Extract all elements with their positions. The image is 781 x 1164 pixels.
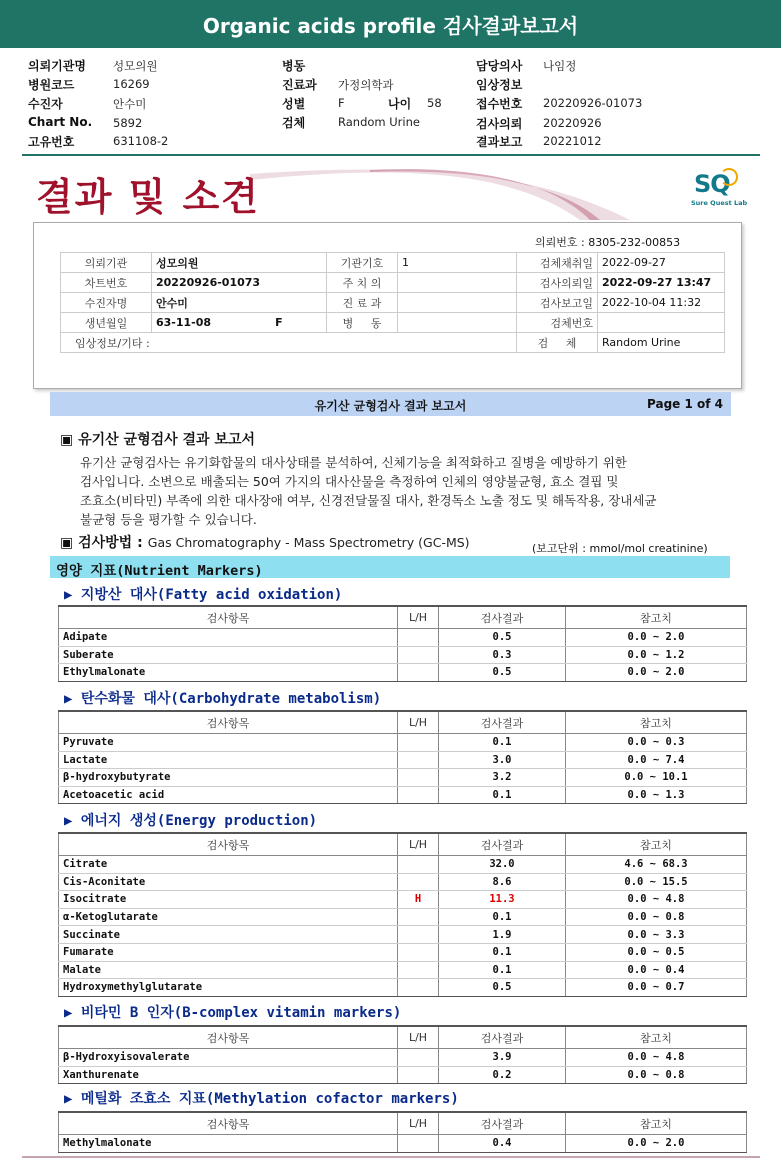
item-flag <box>398 908 439 926</box>
item-flag <box>398 664 439 682</box>
item-name: Citrate <box>59 856 398 874</box>
item-ref: 0.0 ~ 0.8 <box>566 1066 747 1084</box>
header-item: 검사항목 <box>59 833 398 856</box>
item-value: 1.9 <box>439 926 566 944</box>
table-row <box>59 873 747 891</box>
header-value: 16269 <box>113 77 150 91</box>
header-value: 성모의원 <box>113 59 158 73</box>
table-header-row <box>59 1026 747 1049</box>
header-field: 나이 <box>388 97 412 111</box>
table-row <box>59 769 747 787</box>
logo-orbit-icon <box>720 168 738 186</box>
item-flag <box>398 769 439 787</box>
item-value: 8.6 <box>439 873 566 891</box>
info-value: Random Urine <box>598 333 725 353</box>
header-lh: L/H <box>398 1112 439 1135</box>
clinical-info-label: 임상정보/기타 : <box>61 333 517 353</box>
info-value <box>152 313 327 333</box>
request-number: 의뢰번호 : 8305-232-00853 <box>535 236 681 249</box>
category-title: ▶ 에너지 생성(Energy production) <box>64 813 318 829</box>
section-heading: ▣ 유기산 균형검사 결과 보고서 <box>60 432 256 448</box>
birth-date: 63-11-08 <box>156 316 212 329</box>
item-value: 0.2 <box>439 1066 566 1084</box>
item-flag-high: H <box>398 891 439 909</box>
results-table <box>58 605 747 682</box>
header-lh: L/H <box>398 711 439 734</box>
header-ref: 참고치 <box>566 1112 747 1135</box>
table-header-row <box>59 711 747 734</box>
header-item: 검사항목 <box>59 1026 398 1049</box>
table-row <box>59 961 747 979</box>
item-ref: 4.6 ~ 68.3 <box>566 856 747 874</box>
item-flag <box>398 786 439 804</box>
info-value: 1 <box>398 253 517 273</box>
header-value: 20221012 <box>543 134 602 148</box>
header-value: 안수미 <box>113 97 147 111</box>
patient-info-table <box>60 252 725 353</box>
item-flag <box>398 873 439 891</box>
header-field: 담당의사 <box>476 59 523 73</box>
item-flag <box>398 979 439 997</box>
method-value: Gas Chromatography - Mass Spectrometry (GC-MS) <box>147 535 470 550</box>
header-field: 의뢰기관명 <box>28 59 86 73</box>
item-value: 0.5 <box>439 629 566 647</box>
report-bar-title: 유기산 균형검사 결과 보고서 <box>314 399 467 413</box>
info-label: 수진자명 <box>61 293 152 313</box>
info-label: 기관기호 <box>327 253 398 273</box>
header-lh: L/H <box>398 833 439 856</box>
header-ref: 참고치 <box>566 711 747 734</box>
item-name: α-Ketoglutarate <box>59 908 398 926</box>
item-ref: 0.0 ~ 0.3 <box>566 734 747 752</box>
item-ref: 0.0 ~ 0.4 <box>566 961 747 979</box>
description-paragraph <box>80 453 730 529</box>
item-name: Pyruvate <box>59 734 398 752</box>
item-value: 32.0 <box>439 856 566 874</box>
info-label: 검체채취일 <box>517 253 598 273</box>
header-field: 임상정보 <box>476 78 523 92</box>
table-row <box>59 786 747 804</box>
item-value-high: 11.3 <box>439 891 566 909</box>
item-ref: 0.0 ~ 4.8 <box>566 891 747 909</box>
table-row <box>59 1135 747 1153</box>
item-flag <box>398 1135 439 1153</box>
table-row <box>59 751 747 769</box>
info-value <box>398 313 517 333</box>
header-ref: 참고치 <box>566 606 747 629</box>
info-label: 병 동 <box>327 313 398 333</box>
info-label: 검 체 <box>517 333 598 353</box>
item-flag <box>398 926 439 944</box>
header-result: 검사결과 <box>439 1112 566 1135</box>
header-field: 병동 <box>282 59 306 73</box>
item-ref: 0.0 ~ 0.8 <box>566 908 747 926</box>
header-field: Chart No. <box>28 115 93 129</box>
info-label: 차트번호 <box>61 273 152 293</box>
category-title: ▶ 비타민 B 인자(B-complex vitamin markers) <box>64 1005 402 1021</box>
header-result: 검사결과 <box>439 711 566 734</box>
item-name: Methylmalonate <box>59 1135 398 1153</box>
table-row <box>59 979 747 997</box>
info-label: 생년월일 <box>61 313 152 333</box>
item-flag <box>398 1049 439 1067</box>
info-row <box>61 293 725 313</box>
description-line: 유기산 균형검사는 유기화합물의 대사상태를 분석하여, 신체기능을 최적화하고 질병을 예방하기 위한 <box>80 455 627 470</box>
item-name: Malate <box>59 961 398 979</box>
category-title: ▶ 지방산 대사(Fatty acid oxidation) <box>64 587 343 603</box>
item-value: 0.5 <box>439 979 566 997</box>
item-ref: 0.0 ~ 0.7 <box>566 979 747 997</box>
results-table <box>58 832 747 997</box>
table-row <box>59 629 747 647</box>
item-value: 3.9 <box>439 1049 566 1067</box>
item-value: 3.2 <box>439 769 566 787</box>
item-name: Fumarate <box>59 943 398 961</box>
item-ref: 0.0 ~ 7.4 <box>566 751 747 769</box>
info-row <box>61 333 725 353</box>
info-value <box>398 293 517 313</box>
info-value: 2022-09-27 <box>598 253 725 273</box>
item-flag <box>398 1066 439 1084</box>
info-value: 성모의원 <box>152 253 327 273</box>
table-row <box>59 734 747 752</box>
header-value: 가정의학과 <box>338 78 394 92</box>
item-ref: 0.0 ~ 2.0 <box>566 629 747 647</box>
item-ref: 0.0 ~ 2.0 <box>566 664 747 682</box>
header-item: 검사항목 <box>59 606 398 629</box>
page-indicator: Page 1 of 4 <box>647 397 723 411</box>
header-lh: L/H <box>398 606 439 629</box>
table-row <box>59 646 747 664</box>
item-name: Isocitrate <box>59 891 398 909</box>
item-value: 0.1 <box>439 961 566 979</box>
info-row <box>61 313 725 333</box>
item-ref: 0.0 ~ 2.0 <box>566 1135 747 1153</box>
header-field: 진료과 <box>282 78 317 92</box>
item-ref: 0.0 ~ 10.1 <box>566 769 747 787</box>
table-row <box>59 908 747 926</box>
table-row <box>59 856 747 874</box>
table-row <box>59 891 747 909</box>
info-label: 검사의뢰일 <box>517 273 598 293</box>
header-field: 결과보고 <box>476 135 523 149</box>
header-ref: 참고치 <box>566 1026 747 1049</box>
item-name: β-hydroxybutyrate <box>59 769 398 787</box>
header-field: 접수번호 <box>476 97 523 111</box>
description-line: 조효소(비타민) 부족에 의한 대사장애 여부, 신경전달물질 대사, 환경독소 노출 정도 및 해독작용, 장내세균 <box>80 493 657 508</box>
item-name: Lactate <box>59 751 398 769</box>
item-flag <box>398 629 439 647</box>
header-lh: L/H <box>398 1026 439 1049</box>
logo-mark: SQ <box>694 170 730 198</box>
results-title: 결과 및 소견 <box>36 174 260 219</box>
table-row <box>59 943 747 961</box>
table-row <box>59 1066 747 1084</box>
header-value: F <box>338 96 345 110</box>
table-header-row <box>59 606 747 629</box>
item-flag <box>398 751 439 769</box>
results-table <box>58 1025 747 1084</box>
item-value: 0.1 <box>439 786 566 804</box>
results-table <box>58 710 747 804</box>
item-value: 0.5 <box>439 664 566 682</box>
info-label: 진 료 과 <box>327 293 398 313</box>
item-name: Xanthurenate <box>59 1066 398 1084</box>
header-field: 고유번호 <box>28 135 75 149</box>
info-row <box>61 273 725 293</box>
sure-quest-logo <box>690 170 750 210</box>
item-ref: 0.0 ~ 3.3 <box>566 926 747 944</box>
category-title: ▶ 메틸화 조효소 지표(Methylation cofactor markers) <box>64 1091 459 1107</box>
item-flag <box>398 943 439 961</box>
report-title-bar <box>50 392 731 416</box>
item-name: Suberate <box>59 646 398 664</box>
footer-divider <box>22 1156 760 1158</box>
table-row <box>59 1049 747 1067</box>
header-result: 검사결과 <box>439 1026 566 1049</box>
info-label: 검체번호 <box>517 313 598 333</box>
table-row <box>59 664 747 682</box>
item-flag <box>398 961 439 979</box>
info-value <box>598 313 725 333</box>
report-title: Organic acids profile 검사결과보고서 <box>0 0 781 48</box>
category-title: ▶ 탄수화물 대사(Carbohydrate metabolism) <box>64 691 382 707</box>
item-ref: 0.0 ~ 1.2 <box>566 646 747 664</box>
item-flag <box>398 856 439 874</box>
table-row <box>59 926 747 944</box>
header-value: 5892 <box>113 116 143 130</box>
header-value: 631108-2 <box>113 134 169 148</box>
header-value: 58 <box>427 96 442 110</box>
item-ref: 0.0 ~ 1.3 <box>566 786 747 804</box>
header-item: 검사항목 <box>59 1112 398 1135</box>
header-result: 검사결과 <box>439 833 566 856</box>
header-result: 검사결과 <box>439 606 566 629</box>
item-value: 0.1 <box>439 943 566 961</box>
header-item: 검사항목 <box>59 711 398 734</box>
info-value <box>398 273 517 293</box>
item-name: Ethylmalonate <box>59 664 398 682</box>
item-flag <box>398 734 439 752</box>
method-line <box>60 532 470 552</box>
logo-name: Sure Quest Lab <box>691 199 748 207</box>
info-value: 20220926-01073 <box>152 273 327 293</box>
table-header-row <box>59 833 747 856</box>
description-line: 검사입니다. 소변으로 배출되는 50여 가지의 대사산물을 측정하여 인체의 영양불균형, 효소 결핍 및 <box>80 474 619 489</box>
info-value: 안수미 <box>152 293 327 313</box>
method-label: ▣ 검사방법 : <box>60 535 143 551</box>
item-name: Succinate <box>59 926 398 944</box>
header-value: 20220926 <box>543 116 602 130</box>
item-ref: 0.0 ~ 15.5 <box>566 873 747 891</box>
header-value: 20220926-01073 <box>543 96 643 110</box>
item-value: 0.1 <box>439 734 566 752</box>
divider <box>22 154 760 156</box>
header-field: 검사의뢰 <box>476 117 523 131</box>
unit-note: (보고단위 : mmol/mol creatinine) <box>532 542 708 555</box>
item-name: Hydroxymethylglutarate <box>59 979 398 997</box>
info-row <box>61 253 725 273</box>
info-value: 2022-10-04 11:32 <box>598 293 725 313</box>
item-value: 0.4 <box>439 1135 566 1153</box>
item-name: β-Hydroxyisovalerate <box>59 1049 398 1067</box>
header-value: Random Urine <box>338 115 420 129</box>
sex-value: F <box>275 316 283 329</box>
item-value: 0.3 <box>439 646 566 664</box>
header-field: 검체 <box>282 116 306 130</box>
nutrient-markers-bar <box>50 556 730 578</box>
info-value: 2022-09-27 13:47 <box>598 273 725 293</box>
header-value: 나임정 <box>543 59 577 73</box>
item-name: Adipate <box>59 629 398 647</box>
header-field: 병원코드 <box>28 78 75 92</box>
item-flag <box>398 646 439 664</box>
nutrient-title: 영양 지표(Nutrient Markers) <box>56 563 263 579</box>
item-name: Acetoacetic acid <box>59 786 398 804</box>
item-value: 3.0 <box>439 751 566 769</box>
item-ref: 0.0 ~ 0.5 <box>566 943 747 961</box>
description-line: 불균형 등을 평가할 수 있습니다. <box>80 512 257 527</box>
header-field: 성별 <box>282 97 306 111</box>
info-label: 의뢰기관 <box>61 253 152 273</box>
item-name: Cis-Aconitate <box>59 873 398 891</box>
info-label: 주 치 의 <box>327 273 398 293</box>
info-label: 검사보고일 <box>517 293 598 313</box>
header-ref: 참고치 <box>566 833 747 856</box>
item-value: 0.1 <box>439 908 566 926</box>
item-ref: 0.0 ~ 4.8 <box>566 1049 747 1067</box>
header-field: 수진자 <box>28 97 63 111</box>
table-header-row <box>59 1112 747 1135</box>
results-table <box>58 1111 747 1153</box>
